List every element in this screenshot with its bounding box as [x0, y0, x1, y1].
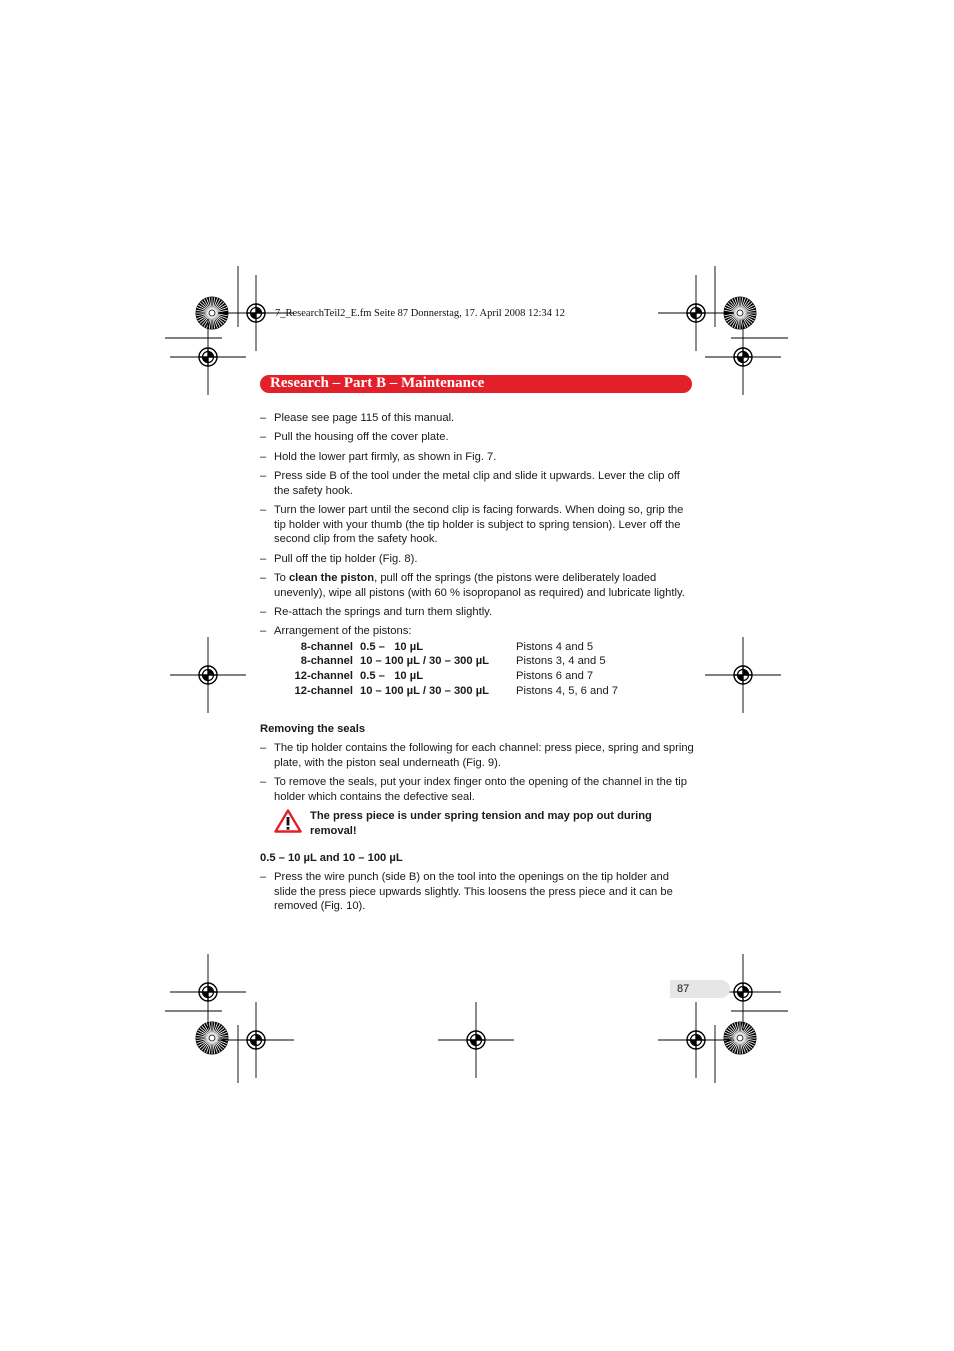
channel-cell: 12-channel	[294, 670, 353, 683]
table-row	[274, 669, 618, 684]
registration-mark-icon	[218, 1002, 294, 1078]
registration-mark-icon	[658, 275, 734, 351]
page-number: 87	[677, 983, 690, 995]
volume-range-heading: 0.5 – 10 µL and 10 – 100 µL	[260, 852, 403, 865]
step-item: – Please see page 115 of this manual.	[260, 412, 455, 424]
step-text-emphasis: clean the piston	[288, 571, 375, 584]
step-text: To remove the seals, put your index finger onto the opening of the channel in the tip holder which contains the defective seal.	[274, 775, 687, 803]
section-title: Research – Part B – Maintenance	[270, 375, 485, 391]
step-text: Arrangement of the pistons:	[274, 625, 412, 638]
volume-cell: 0.5 – 10 µL	[360, 670, 424, 683]
table-row	[274, 640, 618, 655]
table-row	[274, 684, 618, 699]
step-item: – Pull off the tip holder (Fig. 8).	[260, 552, 418, 565]
warning-text: The press piece is under spring tension and may pop out during removal!	[310, 809, 652, 837]
step-text: Please see page 115 of this manual.	[274, 412, 455, 424]
volume-steps	[260, 870, 694, 914]
registration-mark-icon	[170, 319, 246, 395]
warning-triangle-icon	[274, 809, 302, 838]
step-text: Turn the lower part until the second clip is facing forwards. When doing so, grip the tip holder with your thumb (the tip holder is subject to spring tension). Lever off the second clip from the safety hook.	[274, 503, 684, 546]
step-item: – The tip holder contains the following for each channel: press piece, spring and spring plate, with the piston seal underneath (Fig. 9).	[260, 741, 694, 769]
registration-mark-icon	[705, 319, 781, 395]
pistons-cell: Pistons 4 and 5	[516, 640, 594, 653]
removing-seals-heading: Removing the seals	[260, 723, 366, 736]
registration-mark-icon	[170, 637, 246, 713]
step-text: Pull off the tip holder (Fig. 8).	[274, 552, 418, 565]
step-text: Hold the lower part firmly, as shown in Fig. 7.	[274, 450, 497, 463]
registration-mark-icon	[705, 637, 781, 713]
step-text-prefix: To	[274, 571, 289, 584]
step-text: Press side B of the tool under the metal clip and slide it upwards. Lever the clip off the safety hook.	[274, 469, 680, 497]
step-item: – Press side B of the tool under the metal clip and slide it upwards. Lever the clip off the safety hook.	[260, 469, 680, 497]
volume-cell: 10 – 100 µL / 30 – 300 µL	[360, 655, 489, 668]
step-text: The tip holder contains the following for each channel: press piece, spring and spring plate, with the piston seal underneath (Fig. 9).	[274, 741, 694, 769]
pistons-cell: Pistons 3, 4 and 5	[516, 655, 606, 668]
step-item: – To clean the piston, pull off the springs (the pistons were deliberately loaded unevenly), wipe all pistons (with 60 % isopropanol as required) and lubricate lightly.	[260, 571, 685, 599]
page-content	[260, 411, 694, 919]
channel-cell: 8-channel	[300, 655, 353, 668]
step-item: – Pull the housing off the cover plate.	[260, 431, 449, 444]
step-text: Pull the housing off the cover plate.	[274, 431, 449, 444]
file-info-line: 7_ResearchTeil2_E.fm Seite 87 Donnerstag, 17. April 2008 12:34 12	[275, 308, 566, 319]
seals-steps	[260, 741, 694, 804]
table-row	[274, 654, 618, 669]
maintenance-steps	[260, 411, 694, 698]
registration-mark-icon	[438, 1002, 514, 1078]
step-text-suffix: , pull off the springs (the pistons were deliberately loaded unevenly), wipe all pistons (with 60 % isopropanol as required) and lubricate lightly.	[274, 571, 685, 599]
step-item: – Turn the lower part until the second clip is facing forwards. When doing so, grip the tip holder with your thumb (the tip holder is subject to spring tension). Lever off the second clip from the safety hook.	[260, 503, 684, 546]
piston-arrangement-table	[274, 640, 618, 698]
volume-cell: 0.5 – 10 µL	[360, 640, 424, 653]
pistons-cell: Pistons 6 and 7	[516, 670, 594, 683]
registration-mark-icon	[170, 954, 246, 1030]
step-item: – Re-attach the springs and turn them slightly.	[260, 605, 493, 618]
step-item: – Arrangement of the pistons: 8-channel 0.5 – 10 µL Pistons 4 and 5 8-channel 10 – 100 µL / 30 – 300 µL Pistons 3, 4 and 5 12-channel 0.5 – 10 µL Pistons 6 and 7 12-channel 10 – 100 µL / 30 – 300 µL Pistons 4, 5, 6 and 7	[260, 625, 618, 697]
step-text: Re-attach the springs and turn them slightly.	[274, 605, 493, 618]
registration-mark-icon	[658, 1002, 734, 1078]
step-item: – To remove the seals, put your index finger onto the opening of the channel in the tip holder which contains the defective seal.	[260, 775, 687, 803]
channel-cell: 8-channel	[300, 640, 353, 653]
step-text: Press the wire punch (side B) on the tool into the openings on the tip holder and slide the press piece upwards slightly. This loosens the press piece and it can be removed (Fig. 10).	[274, 871, 673, 913]
warning-note	[260, 809, 694, 838]
step-item: – Hold the lower part firmly, as shown in Fig. 7.	[260, 450, 497, 463]
volume-cell: 10 – 100 µL / 30 – 300 µL	[360, 684, 489, 697]
color-wheel-icon	[196, 1022, 229, 1055]
color-wheel-icon	[724, 1022, 757, 1055]
step-item: – Press the wire punch (side B) on the tool into the openings on the tip holder and slide the press piece upwards slightly. This loosens the press piece and it can be removed (Fig. 10).	[260, 871, 673, 913]
pistons-cell: Pistons 4, 5, 6 and 7	[516, 684, 618, 697]
channel-cell: 12-channel	[294, 684, 353, 697]
